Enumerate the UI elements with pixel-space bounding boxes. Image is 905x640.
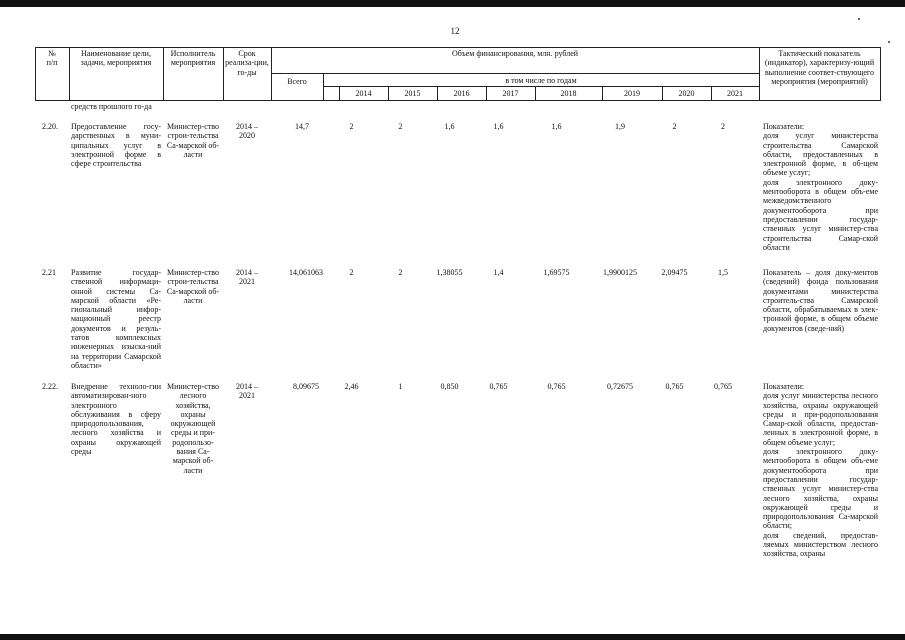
row-total: 14,7 bbox=[295, 122, 309, 131]
scan-bottom-border bbox=[0, 634, 905, 640]
header-year-2016: 2016 bbox=[453, 89, 470, 98]
page-number: 12 bbox=[450, 26, 460, 36]
scan-top-border bbox=[0, 0, 905, 7]
row-value-2015: 2 bbox=[398, 268, 403, 277]
row-name: Развитие государ-ственной информаци-онной системы Са-марской области «Ре-гиональный инфор-мационный реестр документов и резуль-татов комплексных инженерных изыска-ний на территории Самарской области» bbox=[71, 268, 161, 370]
scan-speck bbox=[888, 41, 890, 43]
row-indicator: Показатели: доля услуг министерства строительства Самарской области, предоставленных в электронной форме, в об-щем объеме услуг; доля электронного доку-ментооборота в общем объ-еме межведомственного документооборота при предоставлении государ-ственных услуг министер-ства строительства Самар-ской области bbox=[763, 122, 878, 252]
row-value-2015: 2 bbox=[398, 122, 403, 131]
grid-line bbox=[223, 47, 224, 101]
row-value-2021: 2 bbox=[721, 122, 725, 131]
grid-line bbox=[163, 47, 164, 101]
header-by-years: в том числе по годам bbox=[505, 76, 577, 85]
header-financing: Объем финансирования, млн. рублей bbox=[451, 49, 579, 58]
row-indicator: Показатель – доля доку-ментов (сведений) фонда пользования документами министерства строитель-ства Самарской области, обрабатываемых в элек-тронной форме, в общем объеме документов (сведе-ний) bbox=[763, 268, 878, 333]
row-executor: Министер-ство строи-тельства Са-марской об-ласти bbox=[166, 122, 220, 159]
row-num: 2.22. bbox=[42, 382, 58, 391]
header-year-2020: 2020 bbox=[678, 89, 695, 98]
row-value-2018: 1,69575 bbox=[543, 268, 570, 277]
header-indicator: Тактический показатель (индикатор), характеризу-ющий выполнение соответ-ствующего мероприятия (мероприятий) bbox=[764, 49, 875, 86]
header-year-2017: 2017 bbox=[502, 89, 519, 98]
grid-line bbox=[35, 47, 880, 48]
row-executor: Министер-ство лесного хозяйства, охраны окружающей среды и при-родопользо-вания Са-марской об-ласти bbox=[167, 382, 219, 475]
header-num: № п/п bbox=[46, 49, 58, 68]
header-year-2021: 2021 bbox=[727, 89, 743, 98]
grid-line bbox=[271, 73, 759, 74]
row-value-2020: 2 bbox=[672, 122, 677, 131]
row-indicator: Показатели: доля услуг министерства лесного хозяйства, охраны окружающей среды и при-родопользования Самар-ской области, предостав-ленных в электронной форме, в общем объеме услуг; доля электронного доку-ментооборота в общем объ-еме документооборота при предоставлении государ-ственных услуг министер-ства лесного хозяйства, охраны окружающей среды и природопользования Са-марской области; доля сведений, предостав-ляемых министерством лесного хозяйства, охраны bbox=[763, 382, 878, 559]
row-value-2016: 0,850 bbox=[440, 382, 459, 391]
row-value-2016: 1,38055 bbox=[436, 268, 463, 277]
row-executor: Министер-ство строи-тельства Са-марской об-ласти bbox=[166, 268, 220, 305]
grid-line bbox=[759, 47, 760, 101]
row-value-2018: 0,765 bbox=[547, 382, 566, 391]
row-name: Предоставление госу-дарственных в муни-ципальных услуг в электронной форме в сфере строительства bbox=[71, 122, 161, 169]
header-total: Всего bbox=[287, 77, 307, 86]
row-total: 8,09675 bbox=[293, 382, 319, 391]
scan-speck bbox=[858, 18, 860, 20]
row-num: 2.21 bbox=[42, 268, 56, 277]
header-year-2018: 2018 bbox=[560, 89, 577, 98]
row-name: Внедрение техноло-гии автоматизирован-ного электронного обслуживания в сферу природопользования, лесного хозяйства и охраны окружающей среды bbox=[71, 382, 161, 457]
row-value-2015: 1 bbox=[398, 382, 403, 391]
row-value-2017: 1,4 bbox=[493, 268, 504, 277]
row-value-2019: 1,9 bbox=[615, 122, 625, 131]
continuation-text: средств прошлого го-да bbox=[71, 102, 152, 111]
row-value-2020: 0,765 bbox=[665, 382, 684, 391]
row-value-2019: 0,72675 bbox=[607, 382, 633, 391]
row-value-2020: 2,09475 bbox=[661, 268, 688, 277]
row-value-2016: 1,6 bbox=[444, 122, 455, 131]
row-value-2019: 1,9900125 bbox=[603, 268, 637, 277]
header-executor: Исполнитель мероприятия bbox=[170, 49, 216, 68]
header-year-2014: 2014 bbox=[355, 89, 372, 98]
row-num: 2.20. bbox=[42, 122, 58, 131]
row-value-2017: 1,6 bbox=[493, 122, 504, 131]
grid-line bbox=[35, 47, 36, 101]
row-value-2017: 0,765 bbox=[489, 382, 508, 391]
row-term: 2014 – 2020 bbox=[236, 122, 258, 141]
row-value-2021: 0,765 bbox=[714, 382, 732, 391]
header-name: Наименование цели, задачи, мероприятия bbox=[80, 49, 152, 68]
row-value-2014: 2,46 bbox=[344, 382, 359, 391]
row-total: 14,061063 bbox=[289, 268, 323, 277]
grid-line bbox=[271, 47, 272, 101]
header-year-2019: 2019 bbox=[624, 89, 640, 98]
header-term: Срок реализа-ции, го-ды bbox=[225, 49, 269, 77]
row-value-2014: 2 bbox=[349, 122, 354, 131]
grid-line bbox=[35, 100, 880, 101]
header-year-2015: 2015 bbox=[404, 89, 421, 98]
row-value-2018: 1,6 bbox=[551, 122, 562, 131]
row-term: 2014 – 2021 bbox=[236, 382, 258, 401]
grid-line bbox=[69, 47, 70, 101]
row-term: 2014 – 2021 bbox=[236, 268, 258, 287]
grid-line bbox=[880, 47, 881, 101]
row-value-2014: 2 bbox=[349, 268, 354, 277]
row-value-2021: 1,5 bbox=[718, 268, 728, 277]
grid-line bbox=[323, 73, 324, 101]
